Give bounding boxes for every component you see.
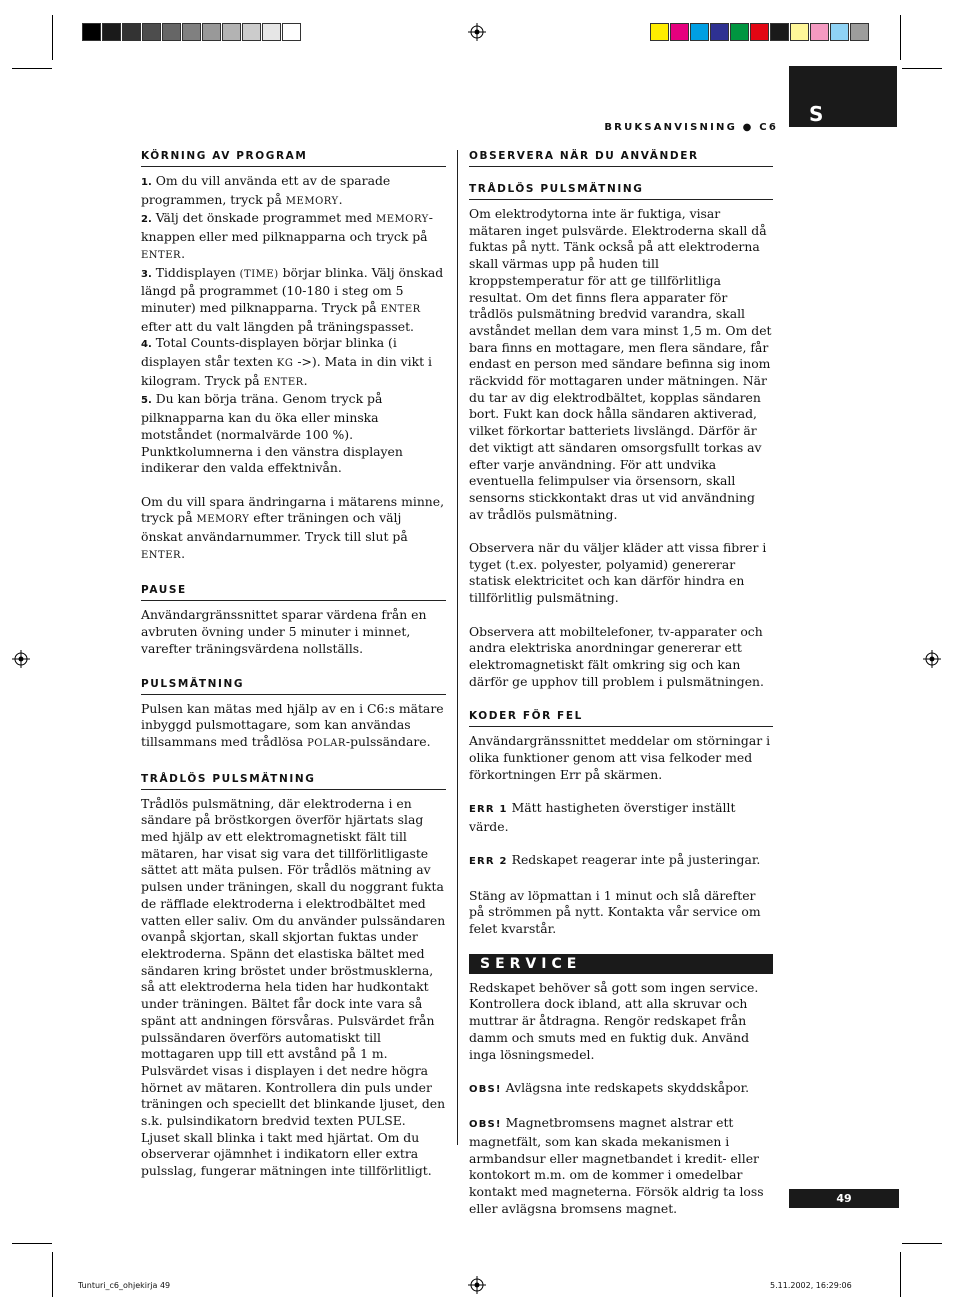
key-label: ENTER [141,549,182,561]
color-swatch [710,23,729,41]
crop-mark [52,15,53,60]
column-divider [457,150,458,1145]
clothing-note-text: Observera när du väljer kläder att vissa fibrer i tyget (t.ex. polyester, polyamid) genererar statisk elektricitet och kan därför hindra en tillförlitlig pulsmätning. [469,540,767,606]
section-heading: TRÅDLÖS PULSMÄTNING [469,183,773,200]
key-label: ENTER [263,376,304,388]
crop-mark [900,15,901,60]
step-text: Du kan börja träna. Genom tryck på pilknapparna kan du öka eller minska motståndet (normalvärde 100 %). Punktkolumnerna i den vänstra displayen indikerar den valda effektnivån. [141,391,403,476]
error-intro: Användargränssnittet meddelar om störningar i olika funktioner genom att visa felkoder med förkortningen Err på skärmen. [469,733,771,782]
right-column [469,150,773,1218]
obs-text: Avlägsna inte redskapets skyddskåpor. [501,1079,750,1095]
wireless-pulse-text: Trådlös pulsmätning, där elektroderna i en sändare på bröstkorgen överför hjärtats slag med hjälp av ett elektromagnetiskt fält till mätaren, har visat sig vara det tillförlitligaste sättet att mäta pulsen. För trådlös mätning av pulsen under träningen, skall du noggrant fukta de räfflade elektroderna i elektrodbältet med vatten eller saliv. Om du använder pulssändaren ovanpå skjortan, skall skjortan fuktas under elektroderna. Spänn det elastiska bältet med sändaren kring bröstet under bröstmusklerna, så att elektroderna hela tiden har hudkontakt under träningen. Bältet får dock inte vara så spänt att andningen försvåras. Pulsvärdet från pulssändaren överförs automatiskt till mottagaren upp till ett avstånd på 1 m. Pulsvärdet visas i displayen i det nedre högra hörnet av mätaren. Kontrollera din puls under träningen och speciellt det blinkande ljuset, den s.k. pulsindikatorn bredvid texten PULSE. Ljuset skall blinka i takt med hjärtat. Om du observerar ojämnhet i indikatorn eller extra pulsslag, fungerar mätningen inte tillförlitligt. [141,795,446,1179]
running-head-title: BRUKSANVISNING [604,122,737,133]
crop-mark [902,68,942,69]
step-text: Välj det önskade programmet med [151,210,376,226]
color-swatch [82,23,101,41]
running-head-model: C6 [759,122,778,133]
crop-mark [902,1243,942,1244]
color-swatch [830,23,849,41]
color-swatch [650,23,669,41]
note-text: efter träningen och välj önskat användarnummer. Tryck till slut på [141,510,408,545]
color-swatch [262,23,281,41]
color-swatch [182,23,201,41]
step-text: ->). Mata in din vikt i kilogram. Tryck på [141,354,433,388]
obs-label: OBS! [469,1119,502,1131]
section-heading: PAUSE [141,584,446,601]
color-swatch [222,23,241,41]
obs-text: Magnetbromsens magnet alstrar ett magnetfält, som kan skada mekanismen i armbandsur eller magnetbandet i kredit- eller kontokort m.m. om de kommer i omedelbar kontakt med magneterna. Försök aldrig ta loss eller avlägsna bromsens magnet. [469,1115,764,1216]
pulse-text-part: Pulsen kan mätas med hjälp av en i C6:s mätare inbyggd pulsmottagare, som kan användas tillsammans med trådlösa [141,700,444,749]
step-text: . [303,372,308,388]
color-swatch [242,23,261,41]
color-swatch [670,23,689,41]
program-steps [141,173,446,477]
error-description: Mätt hastigheten överstiger inställt värde. [469,800,736,834]
step-number: 3. [141,268,152,280]
wireless-note-text: Om elektrodytorna inte är fuktiga, visar mätaren inget pulsvärde. Elektroderna skall då fuktas på nytt. Tänk också på att elektroderna skall värmas upp på huden till kroppstemperatur för att ge tillförlitliga resultat. Om det finns flera apparater för trådlös pulsmätning bredvid varandra, skall avståndet mellan dem vara minst 1,5 m. Om det bara finns en mottagare, men flera sändare, får endast en person med sändare befinna sig inom räckvidd för mottagaren under mätningen. När du tar av dig elektrodbältet, kopplas sändaren bort. Fukt kan dock hålla sändaren aktiverad, vilket förkortar batteriets livslängd. Därför är det viktigt att sändaren omsorgsfullt torkas av efter varje användning. För att undvika eventuella felimpulser via örsensorn, skall sensorns stickkontakt dras ut vid användning av trådlös pulsmätning. [469,206,772,522]
color-swatch [282,23,301,41]
section-heading: TRÅDLÖS PULSMÄTNING [141,773,446,790]
memory-note [141,494,446,565]
step-text: Tiddisplayen [151,264,240,280]
note-text: . [181,545,186,561]
registration-mark-icon [12,650,30,668]
color-swatch [730,23,749,41]
pulse-text-part: -pulssändare. [345,733,431,749]
color-swatch [810,23,829,41]
color-swatch [770,23,789,41]
pulse-text [141,701,446,753]
bullet-icon: ● [742,122,754,133]
color-swatch [750,23,769,41]
print-timestamp: 5.11.2002, 16:29:06 [770,1281,852,1290]
key-label: ENTER [141,249,182,261]
left-column [141,150,446,1180]
color-swatch [790,23,809,41]
note-text: Om du vill spara ändringarna i mätarens minne, tryck på [141,493,445,526]
section-heading: PULSMÄTNING [141,678,446,695]
error-code: ERR 2 [469,856,508,868]
service-text: Redskapet behöver så gott som ingen service. Kontrollera dock ibland, att alla skruvar och muttrar är åtdragna. Rengör redskapet från damm och smuts med en fuktig duk. Använd inga lösningsmedel. [469,979,759,1062]
obs-label: OBS! [469,1083,502,1095]
crop-mark [900,1252,901,1297]
color-swatch [102,23,121,41]
grayscale-color-bar [82,23,302,41]
registration-mark-icon [468,23,486,41]
step-text: efter att du valt längden på träningspasset. [141,318,414,334]
error-description: Redskapet reagerar inte på justeringar. [507,852,761,868]
key-label: MEMORY [285,195,339,207]
brand-label: POLAR [307,737,346,749]
crop-mark [12,68,52,69]
step-text: börjar blinka. Välj önskad längd på programmet (10-180 i steg om 5 minuter) med pilknapparna. Tryck på [141,264,444,315]
color-swatch [202,23,221,41]
error-code-row [469,800,773,835]
step-text: Total Counts-displayen börjar blinka (i displayen står texten [141,335,397,370]
color-swatch [690,23,709,41]
language-tab: S [789,66,897,127]
key-label: (TIME) [239,268,279,280]
step-number: 4. [141,339,152,351]
file-info: Tunturi_c6_ohjekirja 49 [78,1281,171,1290]
key-label: KG [276,358,294,370]
electronics-note-text: Observera att mobiltelefoner, tv-apparater och andra elektriska anordningar genererar ett elektromagnetiskt fält omkring sig och kan därför ge upphov till problem i pulsmätningen. [469,623,764,689]
section-heading: KÖRNING AV PROGRAM [141,150,446,167]
color-swatch [162,23,181,41]
error-outro: Stäng av löpmattan i 1 minut och slå därefter på strömmen på nytt. Kontakta vår service om felet kvarstår. [469,887,761,937]
step-text: . [181,245,186,261]
color-swatch [850,23,869,41]
key-label: MEMORY [196,514,250,526]
registration-mark-icon [468,1276,486,1294]
step-text: . [338,191,343,207]
crop-mark [12,1243,52,1244]
running-head [560,122,778,133]
key-label: ENTER [380,303,421,315]
page-number: 49 [789,1189,899,1208]
process-color-bar [650,23,870,41]
color-swatch [142,23,161,41]
obs-note [469,1115,773,1217]
registration-mark-icon [923,650,941,668]
step-text: Om du vill använda ett av de sparade programmen, tryck på [141,173,391,207]
color-swatch [122,23,141,41]
section-heading: KODER FÖR FEL [469,710,773,727]
error-code-row [469,852,773,871]
step-number: 2. [141,214,152,226]
pause-text: Användargränssnittet sparar värdena från en avbruten övning under 5 minuter i minnet, varefter träningsvärdena nollställs. [141,607,427,656]
error-code: ERR 1 [469,804,508,816]
step-number: 1. [141,177,152,188]
step-number: 5. [141,395,152,407]
obs-note [469,1080,773,1099]
key-label: MEMORY [375,214,429,226]
crop-mark [52,1252,53,1297]
section-heading: OBSERVERA NÄR DU ANVÄNDER [469,150,773,167]
step-text: -knappen eller med pilknapparna och tryck på [141,210,433,245]
service-heading: SERVICE [469,954,773,974]
